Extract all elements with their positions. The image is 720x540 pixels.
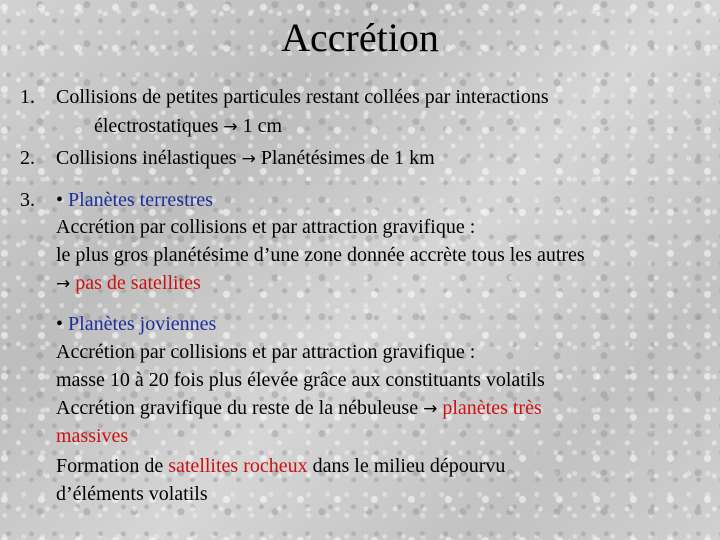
- joviennes-line-5-post: dans le milieu dépourvu: [312, 455, 506, 477]
- terrestres-conclusion-line: [56, 270, 201, 297]
- arrow-right-icon: →: [223, 117, 238, 137]
- arrow-right-icon: →: [241, 149, 256, 169]
- joviennes-line-1: Accrétion par collisions et par attraction gravifique :: [56, 341, 476, 363]
- item-2-result: Planétésimes de 1 km: [260, 147, 435, 169]
- joviennes-line-4: massives: [56, 425, 129, 447]
- item-1-result: 1 cm: [242, 115, 283, 137]
- item-1-continuation: [94, 113, 282, 140]
- joviennes-line-5-red: satellites rocheux: [168, 455, 308, 477]
- joviennes-line-3-red: planètes très: [442, 397, 542, 419]
- joviennes-heading: Planètes joviennes: [68, 313, 217, 335]
- item-number-2: 2.: [20, 147, 35, 169]
- joviennes-line-5: [56, 453, 505, 479]
- joviennes-line-6: d’éléments volatils: [56, 483, 208, 505]
- arrow-right-icon: →: [56, 274, 71, 294]
- item-number-3: 3.: [20, 189, 35, 211]
- item-number-1: 1.: [20, 86, 35, 108]
- joviennes-line-3: [56, 395, 542, 422]
- slide-title: Accrétion: [281, 15, 439, 60]
- terrestres-heading-line: [56, 187, 213, 213]
- terrestres-line-2: le plus gros planétésime d’une zone donnée accrète tous les autres: [56, 244, 585, 266]
- terrestres-heading: Planètes terrestres: [68, 189, 213, 211]
- joviennes-line-3-text: Accrétion gravifique du reste de la nébuleuse: [56, 397, 419, 419]
- bullet-icon: •: [56, 313, 64, 335]
- joviennes-line-5-pre: Formation de: [56, 455, 164, 477]
- item-1-continuation-text: électrostatiques: [94, 115, 219, 137]
- joviennes-heading-line: [56, 311, 216, 337]
- terrestres-conclusion: pas de satellites: [75, 272, 201, 294]
- item-2-line: [56, 145, 435, 172]
- terrestres-line-1: Accrétion par collisions et par attraction gravifique :: [56, 216, 476, 238]
- bullet-icon: •: [56, 189, 64, 211]
- item-2-text: Collisions inélastiques: [56, 147, 237, 169]
- arrow-right-icon: →: [423, 399, 438, 419]
- item-1-text: Collisions de petites particules restant collées par interactions: [56, 86, 549, 108]
- joviennes-line-2: masse 10 à 20 fois plus élevée grâce aux constituants volatils: [56, 369, 545, 391]
